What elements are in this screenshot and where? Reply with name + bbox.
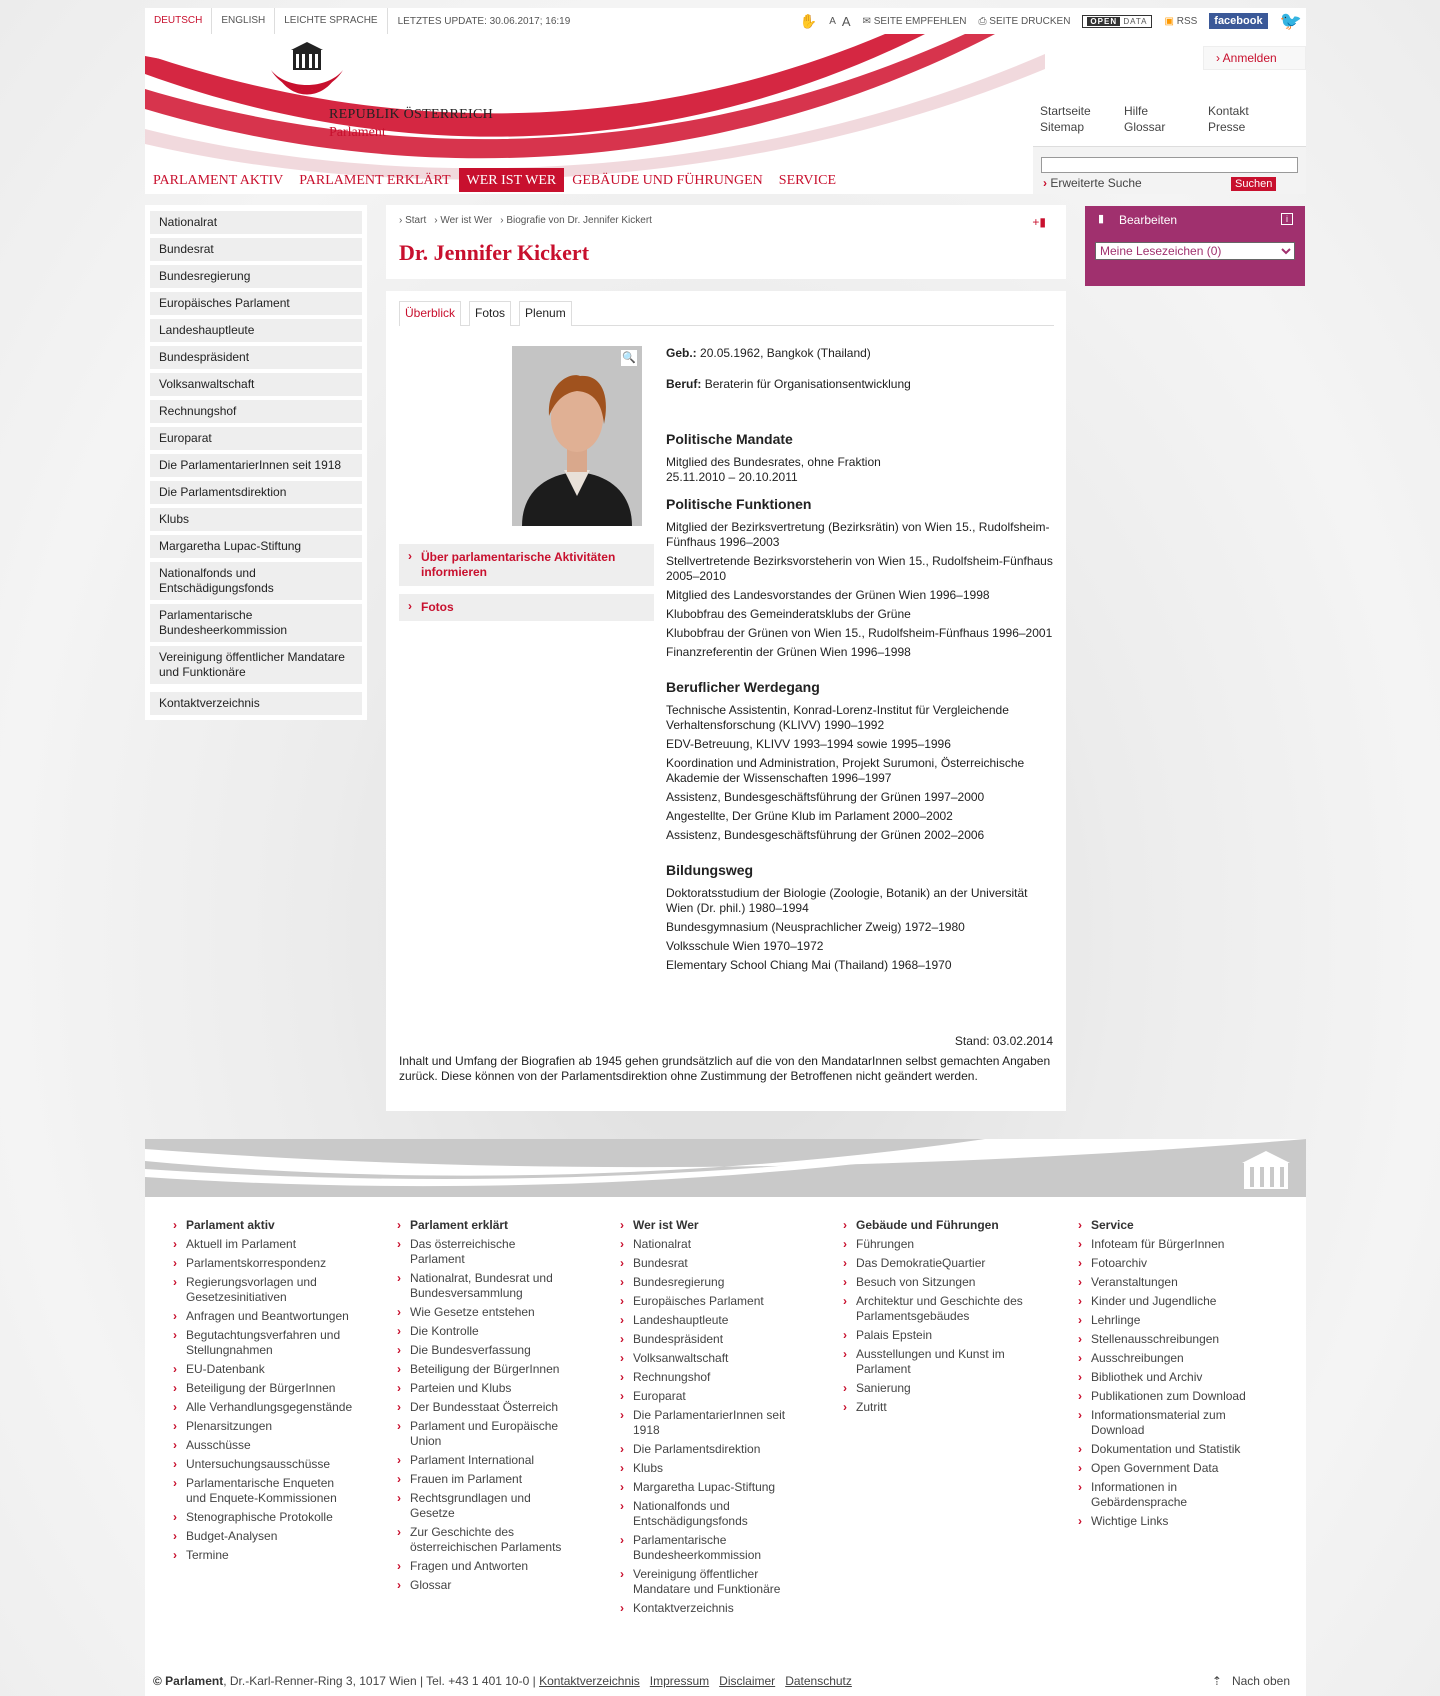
footer-column-head[interactable]: › Parlament erklärt xyxy=(397,1218,572,1232)
leftnav-item[interactable]: Parlamentarische Bundesheerkommission xyxy=(150,604,362,642)
leftnav-item[interactable]: Nationalfonds und Entschädigungsfonds xyxy=(150,562,362,600)
facebook-link[interactable]: facebook xyxy=(1209,13,1267,29)
printer-icon: ⎙ xyxy=(978,15,987,27)
mail-icon: ✉ xyxy=(862,15,871,27)
bio-item: Angestellte, Der Grüne Klub im Parlament 2000–2002 xyxy=(666,809,953,823)
bio-item: Assistenz, Bundesgeschäftsführung der Grünen 1997–2000 xyxy=(666,790,985,804)
footer-link[interactable]: › Die Kontrolle xyxy=(397,1324,572,1339)
footer-column-head[interactable]: › Service xyxy=(1078,1218,1258,1232)
footer-column-head[interactable]: › Parlament aktiv xyxy=(173,1218,353,1232)
left-nav xyxy=(145,205,367,720)
footer-link[interactable]: › Wie Gesetze entstehen xyxy=(397,1305,572,1320)
tab-ueberblick[interactable]: Überblick xyxy=(399,301,461,326)
footer-link[interactable]: › Budget-Analysen xyxy=(173,1529,353,1544)
leftnav-item[interactable]: Vereinigung öffentlicher Mandatare und Funktionäre xyxy=(150,646,362,684)
quicklink-presse[interactable]: Presse xyxy=(1208,120,1246,134)
footer-link[interactable]: › Stenographische Protokolle xyxy=(173,1510,353,1525)
bio-item: EDV-Betreuung, KLIVV 1993–1994 sowie 1995–1996 xyxy=(666,737,951,751)
footer-link[interactable]: › Zur Geschichte des österreichischen Parlaments xyxy=(397,1525,572,1555)
footer-link[interactable]: › Europarat xyxy=(620,1389,800,1404)
quicklink-startseite[interactable]: Startseite xyxy=(1040,104,1091,118)
footer-link[interactable]: › Anfragen und Beantwortungen xyxy=(173,1309,353,1324)
nav-service[interactable]: SERVICE xyxy=(778,173,837,188)
footer-link[interactable]: › Alle Verhandlungsgegenstände xyxy=(173,1400,353,1415)
footer-link[interactable]: › Termine xyxy=(173,1548,353,1563)
footer-link[interactable]: › Kontaktverzeichnis xyxy=(620,1601,800,1616)
disclaimer-text: Inhalt und Umfang der Biografien ab 1945 gehen grundsätzlich auf die von den MandatarInnen selbst gemachten Angaben zurück. Diese können von der Parlamentsdirektion ohne Zustimmung der Betroffenen nicht geändert werden. xyxy=(399,1054,1051,1083)
title-box xyxy=(386,205,1066,279)
footer-link[interactable]: › Die Parlamentsdirektion xyxy=(620,1442,800,1457)
parliament-logo-icon xyxy=(267,42,347,102)
footer-link[interactable]: › Kinder und Jugendliche xyxy=(1078,1294,1258,1309)
footer-column xyxy=(173,1218,353,1567)
bio-section-title: Politische Funktionen xyxy=(666,496,812,512)
footer-link[interactable]: › Rechtsgrundlagen und Gesetze xyxy=(397,1491,572,1521)
footer xyxy=(145,1139,1306,1696)
page-title: Dr. Jennifer Kickert xyxy=(399,240,590,265)
footer-link[interactable]: › Lehrlinge xyxy=(1078,1313,1258,1328)
footer-link[interactable]: › Ausschüsse xyxy=(173,1438,353,1453)
footer-link[interactable]: › Stellenausschreibungen xyxy=(1078,1332,1258,1347)
footer-link[interactable]: › Publikationen zum Download xyxy=(1078,1389,1258,1404)
last-update: LETZTES UPDATE: 30.06.2017; 16:19 xyxy=(397,15,571,27)
activities-link[interactable]: › Über parlamentarische Aktivitäten informieren xyxy=(399,544,654,586)
footer-link[interactable]: › Parlamentarische Enqueten und Enquete-Kommissionen xyxy=(173,1476,353,1506)
footer-column xyxy=(1078,1218,1258,1533)
footer-link[interactable]: › Besuch von Sitzungen xyxy=(843,1275,1033,1290)
bio-item: Elementary School Chiang Mai (Thailand) 1968–1970 xyxy=(666,958,952,972)
footer-swoosh xyxy=(145,1139,1306,1197)
footer-link[interactable]: › Das österreichische Parlament xyxy=(397,1237,572,1267)
advanced-search-link[interactable]: › Erweiterte Suche xyxy=(1043,176,1142,190)
birth-info: Geb.: 20.05.1962, Bangkok (Thailand) xyxy=(666,346,871,360)
footer-link[interactable]: › Zutritt xyxy=(843,1400,1033,1415)
stand-date: Stand: 03.02.2014 xyxy=(954,1034,1053,1048)
search-input[interactable] xyxy=(1041,157,1298,173)
footer-link[interactable]: › Untersuchungsausschüsse xyxy=(173,1457,353,1472)
footer-link[interactable]: › EU-Datenbank xyxy=(173,1362,353,1377)
footer-column-head[interactable]: › Gebäude und Führungen xyxy=(843,1218,1033,1232)
nav-wer-ist-wer[interactable]: WER IST WER xyxy=(459,168,565,192)
footer-link[interactable]: › Volksanwaltschaft xyxy=(620,1351,800,1366)
main-content xyxy=(386,291,1066,1111)
leftnav-item[interactable]: Bundesregierung xyxy=(150,265,362,288)
edit-panel-title: ▮ Bearbeiten xyxy=(1085,206,1305,232)
footer-link[interactable]: › Die Bundesverfassung xyxy=(397,1343,572,1358)
bio-section-title: Politische Mandate xyxy=(666,431,793,447)
bio-item: Doktoratsstudium der Biologie (Zoologie, Botanik) an der Universität Wien (Dr. phil.) 1980–1994 xyxy=(666,886,1028,915)
search-box xyxy=(1033,146,1306,194)
leftnav-item[interactable]: Rechnungshof xyxy=(150,400,362,423)
footer-link[interactable]: › Plenarsitzungen xyxy=(173,1419,353,1434)
footer-column xyxy=(843,1218,1033,1419)
print-link[interactable]: ⎙ SEITE DRUCKEN xyxy=(978,15,1071,27)
biography xyxy=(666,346,1056,977)
tab-plenum[interactable]: Plenum xyxy=(519,301,572,326)
site-logo[interactable]: REPUBLIK ÖSTERREICH Parlament xyxy=(329,107,493,140)
footer-link[interactable]: › Ausschreibungen xyxy=(1078,1351,1258,1366)
leftnav-item[interactable]: Landeshauptleute xyxy=(150,319,362,342)
sign-language-icon[interactable]: ✋ xyxy=(799,12,818,29)
copyright: © Parlament, Dr.-Karl-Renner-Ring 3, 1017 Wien | Tel. +43 1 401 10-0 | Kontaktverzeichnis Impressum Disclaimer Datenschutz xyxy=(153,1674,852,1688)
tab-bar xyxy=(399,301,1054,326)
leftnav-item[interactable]: Bundespräsident xyxy=(150,346,362,369)
footer-link[interactable]: › Die ParlamentarierInnen seit 1918 xyxy=(620,1408,800,1438)
footer-link[interactable]: › Aktuell im Parlament xyxy=(173,1237,353,1252)
footer-link[interactable]: › Klubs xyxy=(620,1461,800,1476)
leftnav-item[interactable]: Volksanwaltschaft xyxy=(150,373,362,396)
recommend-link[interactable]: ✉ SEITE EMPFEHLEN xyxy=(862,15,967,27)
add-bookmark-icon[interactable]: +▮ xyxy=(1032,215,1046,229)
nav-parlament-aktiv[interactable]: PARLAMENT AKTIV xyxy=(153,173,284,188)
arrow-up-icon: ⇡ xyxy=(1211,1674,1222,1688)
footer-link[interactable]: › Wichtige Links xyxy=(1078,1514,1258,1529)
footer-link[interactable]: › Parlament und Europäische Union xyxy=(397,1419,572,1449)
quick-links xyxy=(1040,104,1292,134)
leftnav-item[interactable]: Die ParlamentarierInnen seit 1918 xyxy=(150,454,362,477)
footer-link-impressum[interactable]: Impressum xyxy=(649,1674,710,1688)
footer-link[interactable]: › Bibliothek und Archiv xyxy=(1078,1370,1258,1385)
back-to-top-link[interactable]: ⇡ Nach oben xyxy=(1211,1674,1290,1688)
footer-link[interactable]: › Infoteam für BürgerInnen xyxy=(1078,1237,1258,1252)
breadcrumb-current: › Biografie von Dr. Jennifer Kickert xyxy=(500,215,652,226)
portrait-image xyxy=(512,346,642,526)
breadcrumb-wer-ist-wer[interactable]: › Wer ist Wer xyxy=(434,215,492,226)
edit-panel xyxy=(1085,206,1305,286)
bio-item: Volksschule Wien 1970–1972 xyxy=(666,939,824,953)
footer-link[interactable]: › Vereinigung öffentlicher Mandatare und Funktionäre xyxy=(620,1567,800,1597)
nav-gebaeude-fuehrungen[interactable]: GEBÄUDE UND FÜHRUNGEN xyxy=(572,173,763,188)
photos-link[interactable]: › Fotos xyxy=(399,594,654,621)
bio-section-title: Bildungsweg xyxy=(666,862,754,878)
footer-link[interactable]: › Nationalrat xyxy=(620,1237,800,1252)
footer-link[interactable]: › Parlamentskorrespondenz xyxy=(173,1256,353,1271)
open-data-link[interactable]: OPEN DATA xyxy=(1082,15,1152,28)
quicklink-hilfe[interactable]: Hilfe xyxy=(1124,104,1149,118)
header xyxy=(145,34,1306,194)
footer-link[interactable]: › Veranstaltungen xyxy=(1078,1275,1258,1290)
bio-item: Technische Assistentin, Konrad-Lorenz-Institut für Vergleichende Verhaltensforschung (KLIVV) 1990–1992 xyxy=(666,703,1009,732)
bio-item: Mitglied der Bezirksvertretung (Bezirksrätin) von Wien 15., Rudolfsheim-Fünfhaus 1996–2003 xyxy=(666,520,1050,549)
bio-item: Klubobfrau des Gemeinderatsklubs der Grüne xyxy=(666,607,911,621)
leftnav-item[interactable]: Europäisches Parlament xyxy=(150,292,362,315)
footer-link[interactable]: › Fragen und Antworten xyxy=(397,1559,572,1574)
bio-item: Klubobfrau der Grünen von Wien 15., Rudolfsheim-Fünfhaus 1996–2001 xyxy=(666,626,1053,640)
footer-parliament-icon xyxy=(1238,1149,1294,1191)
footer-link[interactable]: › Nationalrat, Bundesrat und Bundesversammlung xyxy=(397,1271,572,1301)
footer-link[interactable]: › Dokumentation und Statistik xyxy=(1078,1442,1258,1457)
bio-item: Koordination und Administration, Projekt Surumoni, Österreichische Akademie der Wissenschaften 1996–1997 xyxy=(666,756,1025,785)
profession-info: Beruf: Beraterin für Organisationsentwicklung xyxy=(666,377,911,391)
lang-english[interactable]: ENGLISH xyxy=(212,8,275,34)
footer-link[interactable]: › Open Government Data xyxy=(1078,1461,1258,1476)
footer-link[interactable]: › Begutachtungsverfahren und Stellungnahmen xyxy=(173,1328,353,1358)
rss-icon: ▣ xyxy=(1164,15,1174,27)
footer-link[interactable]: › Palais Epstein xyxy=(843,1328,1033,1343)
bio-sections xyxy=(666,432,1056,973)
font-size-small[interactable]: A xyxy=(829,15,836,27)
footer-link[interactable]: › Sanierung xyxy=(843,1381,1033,1396)
bio-item: Mitglied des Bundesrates, ohne Fraktion 25.11.2010 – 20.10.2011 xyxy=(666,455,881,484)
leftnav-item[interactable]: Margaretha Lupac-Stiftung xyxy=(150,535,362,558)
rss-link[interactable]: ▣ RSS xyxy=(1164,15,1198,27)
footer-link[interactable]: › Glossar xyxy=(397,1578,572,1593)
bio-item: Assistenz, Bundesgeschäftsführung der Grünen 2002–2006 xyxy=(666,828,985,842)
top-tools xyxy=(800,11,1306,32)
search-button[interactable]: Suchen xyxy=(1231,177,1276,191)
footer-link[interactable]: › Parteien und Klubs xyxy=(397,1381,572,1396)
breadcrumb-start[interactable]: › Start xyxy=(399,215,426,226)
footer-link[interactable]: › Ausstellungen und Kunst im Parlament xyxy=(843,1347,1033,1377)
top-bar xyxy=(145,8,1306,34)
footer-column xyxy=(620,1218,800,1620)
leftnav-item[interactable]: Bundesrat xyxy=(150,238,362,261)
quicklink-kontakt[interactable]: Kontakt xyxy=(1208,104,1249,118)
bio-item: Mitglied des Landesvorstandes der Grünen Wien 1996–1998 xyxy=(666,588,990,602)
footer-link[interactable]: › Margaretha Lupac-Stiftung xyxy=(620,1480,800,1495)
footer-link[interactable]: › Das DemokratieQuartier xyxy=(843,1256,1033,1271)
side-links xyxy=(399,544,654,629)
footer-link-datenschutz[interactable]: Datenschutz xyxy=(785,1674,852,1688)
footer-link[interactable]: › Beteiligung der BürgerInnen xyxy=(173,1381,353,1396)
zoom-icon[interactable]: 🔍 xyxy=(622,352,636,364)
footer-link[interactable]: › Regierungsvorlagen und Gesetzesinitiativen xyxy=(173,1275,353,1305)
footer-link-kontakt[interactable]: Kontaktverzeichnis xyxy=(539,1674,640,1688)
login-button[interactable]: › Anmelden xyxy=(1203,46,1306,70)
leftnav-item[interactable]: Kontaktverzeichnis xyxy=(150,692,362,715)
footer-column-head[interactable]: › Wer ist Wer xyxy=(620,1218,800,1232)
bio-item: Stellvertretende Bezirksvorsteherin von Wien 15., Rudolfsheim-Fünfhaus 2005–2010 xyxy=(666,554,1053,583)
footer-link[interactable]: › Informationen in Gebärdensprache xyxy=(1078,1480,1258,1510)
leftnav-item[interactable]: Nationalrat xyxy=(150,211,362,234)
footer-link[interactable]: › Nationalfonds und Entschädigungsfonds xyxy=(620,1499,800,1529)
footer-link-disclaimer[interactable]: Disclaimer xyxy=(719,1674,776,1688)
nav-parlament-erklaert[interactable]: PARLAMENT ERKLÄRT xyxy=(299,173,451,188)
breadcrumb xyxy=(399,215,652,226)
footer-link[interactable]: › Der Bundesstaat Österreich xyxy=(397,1400,572,1415)
footer-link[interactable]: › Frauen im Parlament xyxy=(397,1472,572,1487)
footer-link[interactable]: › Parlamentarische Bundesheerkommission xyxy=(620,1533,800,1563)
footer-link[interactable]: › Fotoarchiv xyxy=(1078,1256,1258,1271)
footer-link[interactable]: › Architektur und Geschichte des Parlamentsgebäudes xyxy=(843,1294,1033,1324)
footer-link[interactable]: › Parlament International xyxy=(397,1453,572,1468)
twitter-icon[interactable]: 🐦 xyxy=(1279,10,1302,31)
footer-band xyxy=(145,1139,1306,1197)
info-icon[interactable]: i xyxy=(1281,213,1293,225)
bio-section-title: Beruflicher Werdegang xyxy=(666,679,820,695)
leftnav-item[interactable]: Europarat xyxy=(150,427,362,450)
lang-deutsch[interactable]: DEUTSCH xyxy=(145,8,212,34)
footer-link[interactable]: › Rechnungshof xyxy=(620,1370,800,1385)
leftnav-item[interactable]: Die Parlamentsdirektion xyxy=(150,481,362,504)
main-nav xyxy=(145,168,844,192)
footer-link[interactable]: › Bundespräsident xyxy=(620,1332,800,1347)
lang-leichte-sprache[interactable]: LEICHTE SPRACHE xyxy=(275,8,387,34)
footer-link[interactable]: › Bundesregierung xyxy=(620,1275,800,1290)
quicklink-glossar[interactable]: Glossar xyxy=(1124,120,1166,134)
footer-link[interactable]: › Landeshauptleute xyxy=(620,1313,800,1328)
quicklink-sitemap[interactable]: Sitemap xyxy=(1040,120,1085,134)
footer-link[interactable]: › Bundesrat xyxy=(620,1256,800,1271)
bookmarks-select[interactable] xyxy=(1095,242,1295,260)
tab-fotos[interactable]: Fotos xyxy=(469,301,511,326)
portrait-photo[interactable] xyxy=(512,346,642,526)
footer-link[interactable]: › Informationsmaterial zum Download xyxy=(1078,1408,1258,1438)
footer-link[interactable]: › Beteiligung der BürgerInnen xyxy=(397,1362,572,1377)
font-size-large[interactable]: A xyxy=(841,13,851,29)
footer-column xyxy=(397,1218,572,1597)
leftnav-item[interactable]: Klubs xyxy=(150,508,362,531)
bio-item: Bundesgymnasium (Neusprachlicher Zweig) 1972–1980 xyxy=(666,920,965,934)
footer-link[interactable]: › Führungen xyxy=(843,1237,1033,1252)
footer-link[interactable]: › Europäisches Parlament xyxy=(620,1294,800,1309)
bio-item: Finanzreferentin der Grünen Wien 1996–1998 xyxy=(666,645,911,659)
